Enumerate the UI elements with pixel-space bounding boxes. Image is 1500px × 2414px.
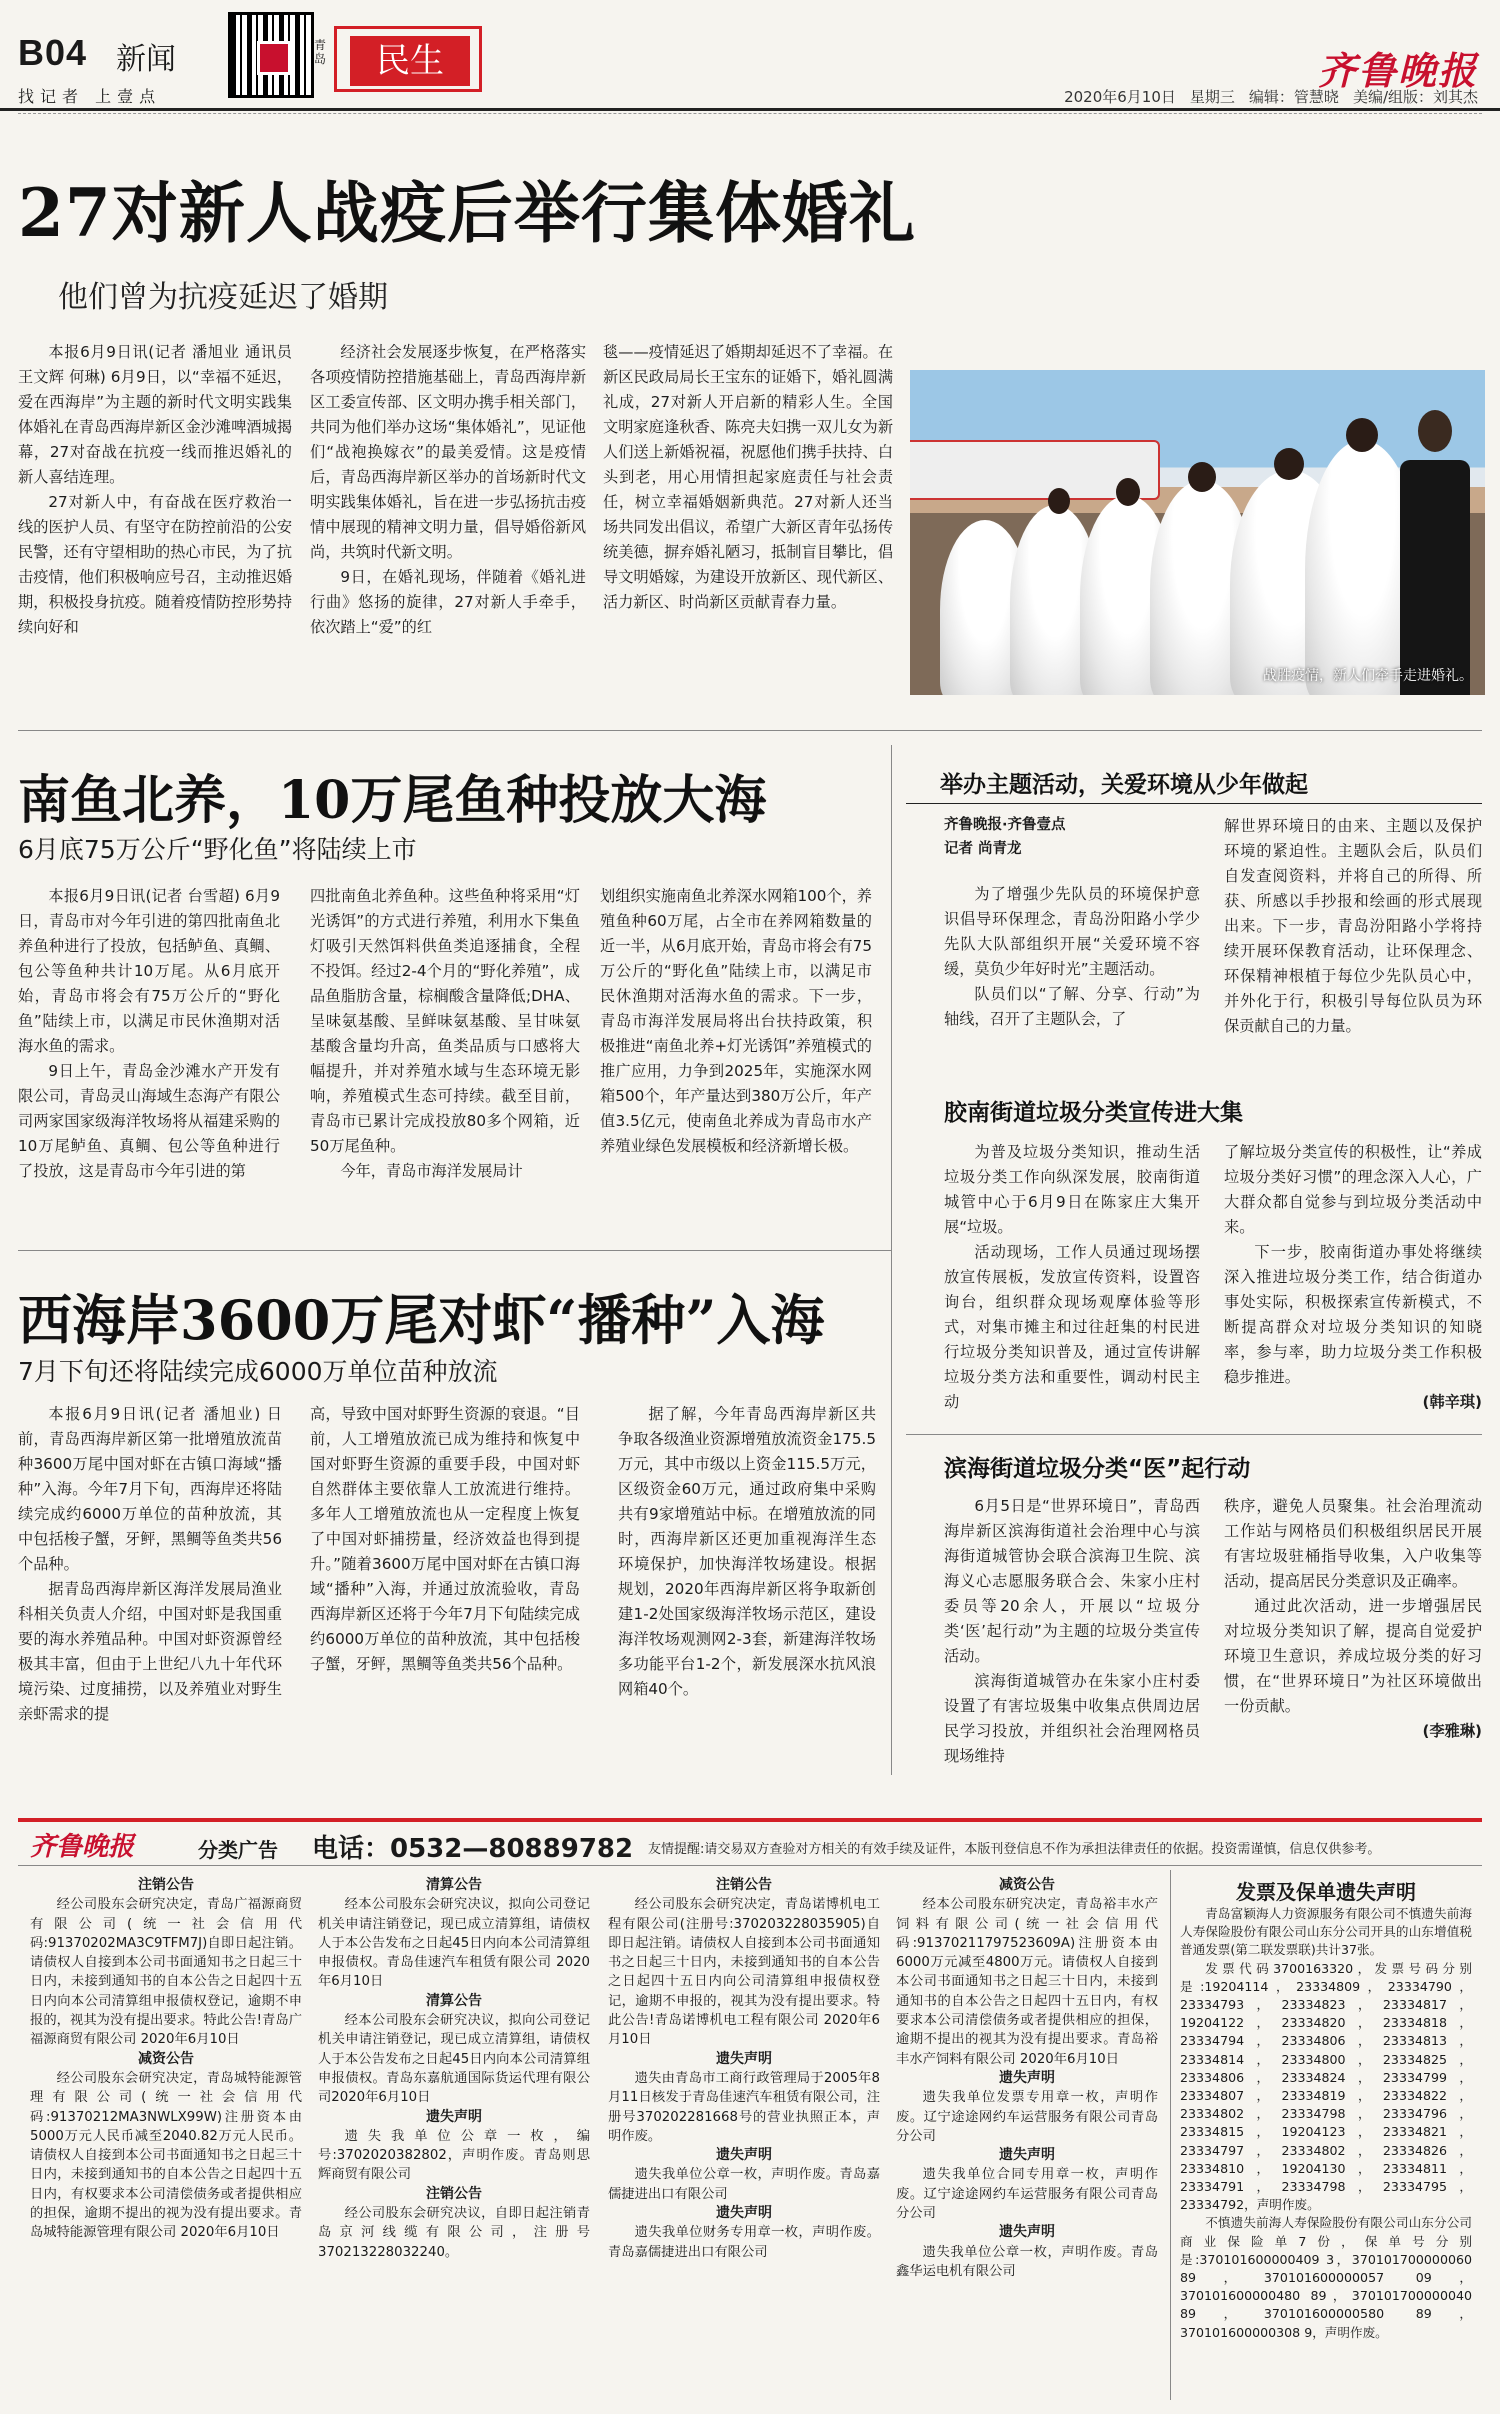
ad-col2: 清算公告 经本公司股东会研究决议，拟向公司登记机关申请注销登记，现已成立清算组，请债权人于本公告发布之日起45日内向本公司清算组申报债权。青岛佳速汽车租赁有限公司 2020年6月10日 清算公告 经本公司股东会研究决议，拟向公司登记机关申请注销登记，现已成立清算组，请债权人于本公告发布之日起45日内向本公司清算组申报债权。青岛东嘉航通国际货运代理有限公司2020年6月10日 遗失声明 遗失我单位公章一枚，编号:3702020382802，声明作废。青岛则思辉商贸有限公司 注销公告 经公司股东会研究决议，自即日起注销青岛京河线缆有限公司，注册号370213228032240。 [318, 1877, 590, 2260]
headline-jiaonan: 胶南街道垃圾分类宣传进大集 [944, 1100, 1243, 1126]
side3-col2: 秩序，避免人员聚集。社会治理流动工作站与网格员们积极组织居民开展有害垃圾驻桶指导收集，入户收集等活动，提高居民分类意识及正确率。 通过此次活动，进一步增强居民对垃圾分类知识了解，提高自觉爱护环境卫生意识，养成垃圾分类的好习惯，在“世界环境日”为社区环境做出一份贡献。 (李雅琳) [1224, 1494, 1482, 1744]
byline-2: 记者 尚青龙 [944, 841, 1022, 857]
subhead-shrimp: 7月下旬还将陆续完成6000万单位苗种放流 [18, 1357, 498, 1386]
ad-col3: 注销公告 经公司股东会研究决定，青岛诺博机电工程有限公司(注册号:370203228035905)自即日起注销。请债权人自接到本公司书面通知书之日起三十日内，未接到通知书的自本公告之日起四十五日内向公司清算组申报债权登记，逾期不申报的，视其为没有提出要求。特此公告!青岛诺博机电工程有限公司 2020年6月10日 遗失声明 遗失由青岛市工商行政管理局于2005年8月11日核发于青岛佳速汽车租赁有限公司，注册号370202281668号的营业执照正本，声明作废。 遗失声明 遗失我单位公章一枚，声明作废。青岛嘉儒捷进出口有限公司 遗失声明 遗失我单位财务专用章一枚，声明作废。青岛嘉儒捷进出口有限公司 [608, 1877, 880, 2260]
side1-col1: 为了增强少先队员的环境保护意识倡导环保理念，青岛汾阳路小学少先队大队部组织开展“关爱环境不容缓，莫负少年好时光”主题活动。 队员们以“了解、分享、行动”为轴线，召开了主题队会，了 [944, 885, 1200, 1028]
issue-date: 2020年6月10日 [1064, 88, 1176, 106]
ad-col1: 注销公告 经公司股东会研究决定，青岛广福源商贸有限公司(统一社会信用代码:91370202MA3C9TFM7J)自即日起注销。请债权人自接到本公司书面通知书之日起三十日内，未接到通知书的自本公告之日起四十五日内向本公司清算组申报债权登记，逾期不申报的，视其为没有提出要求。特此公告!青岛广福源商贸有限公司 2020年6月10日 减资公告 经公司股东会研究决定，青岛城特能源管理有限公司(统一社会信用代码:91370212MA3NWLX99W)注册资本由5000万元人民币减至2040.82万元人民币。请债权人自接到本公司书面通知书之日起三十日内，未接到通知书的自本公告之日起四十五日内，有权要求本公司清偿债务或者提供相应的担保，逾期不提出的视为没有提出要求。青岛城特能源管理有限公司 2020年6月10日 [30, 1877, 302, 2241]
story3-col3: 据了解，今年青岛西海岸新区共争取各级渔业资源增殖放流资金175.5万元，其中市级以上资金115.5万元，区级资金60万元，通过政府集中采购共有9家增殖站中标。在增殖放流的同时，西海岸新区还更加重视海洋生态环境保护，加快海洋牧场建设。根据规划，2020年西海岸新区将争取新创建1-2处国家级海洋牧场示范区，建设海洋牧场观测网2-3套，新建海洋牧场多功能平台1-2个，新发展深水抗风浪网箱40个。 [618, 1405, 876, 1698]
headline-shrimp: 西海岸3600万尾对虾“播种”入海 [18, 1288, 825, 1352]
headline-binhai: 滨海街道垃圾分类“医”起行动 [944, 1456, 1251, 1482]
story3-col2: 高，导致中国对虾野生资源的衰退。“目前，人工增殖放流已成为维持和恢复中国对虾野生资源的重要手段，中国对虾自然群体主要依靠人工放流进行维持。多年人工增殖放流也从一定程度上恢复了中国对虾捕捞量，经济效益也得到提升。”随着3600万尾中国对虾在古镇口海域“播种”入海，并通过放流验收，青岛西海岸新区还将于今年7月下旬陆续完成约6000万单位的苗种放流，其中包括梭子蟹，牙鲆，黑鲷等鱼类共56个品种。 [310, 1405, 580, 1673]
side2-col2: 了解垃圾分类宣传的积极性，让“养成垃圾分类好习惯”的理念深入人心，广大群众都自觉参与到垃圾分类活动中来。 下一步，胶南街道办事处将继续深入推进垃圾分类工作，结合街道办事处实际，积极探索宣传新模式，不断提高群众对垃圾分类知识的知晓率，参与率，助力垃圾分类工作积极稳步推进。 (韩辛琪) [1224, 1140, 1482, 1415]
headline-env-activity: 举办主题活动，关爱环境从少年做起 [940, 772, 1308, 798]
designer: 美编/组版：刘其杰 [1352, 88, 1478, 106]
newspaper-logo: 齐鲁晚报 [1317, 48, 1478, 93]
subhead-wedding: 他们曾为抗疫延迟了婚期 [58, 280, 388, 315]
story1-col2: 经济社会发展逐步恢复，在严格落实各项疫情防控措施基础上，青岛西海岸新区工委宣传部、区文明办携手相关部门，共同为他们举办这场“集体婚礼”，见证他们“战袍换嫁衣”的最美爱情。这是疫情后，青岛西海岸新区举办的首场新时代文明实践集体婚礼，旨在进一步弘扬抗击疫情中展现的精神文明力量，倡导婚俗新风尚，共筑时代新文明。 9日，在婚礼现场，伴随着《婚礼进行曲》悠扬的旋律，27对新人手牵手，依次踏上“爱”的红 [310, 343, 586, 636]
classified-label: 分类广告 [198, 1838, 278, 1862]
qr-code-icon[interactable] [228, 12, 314, 98]
header-dash-rule [18, 113, 1482, 114]
slogan: 找记者 上壹点 [18, 87, 162, 106]
story1-col3: 毯——疫情延迟了婚期却延迟不了幸福。在新区民政局局长王宝东的证婚下，婚礼圆满礼成，27对新人开启新的精彩人生。全国文明家庭逢秋香、陈亮夫妇携一双儿女为新人们送上新婚祝福，祝愿他们携手扶持、白头到老，用心用情担起家庭责任与社会责任，树立幸福婚姻新典范。27对新人还当场共同发出倡议，希望广大新区青年弘扬传统美德，摒弃婚礼陋习，抵制盲目攀比，倡导文明婚嫁，为建设开放新区、现代新区、活力新区、时尚新区贡献青春力量。 [603, 343, 893, 611]
story3-col1: 本报6月9日讯(记者 潘旭业) 日前，青岛西海岸新区第一批增殖放流苗种3600万尾中国对虾在古镇口海域“播种”入海。今年7月下旬，西海岸还将陆续完成约6000万单位的苗种放流，其中包括梭子蟹，牙鲆，黑鲷等鱼类共56个品种。 据青岛西海岸新区海洋发展局渔业科相关负责人介绍，中国对虾是我国重要的海水养殖品种。中国对虾资源曾经极其丰富，但由于上世纪八九十年代环境污染、过度捕捞，以及养殖业对野生亲虾需求的提 [18, 1405, 282, 1723]
ad-col4: 减资公告 经本公司股东研究决定，青岛裕丰水产饲料有限公司(统一社会信用代码:91370211797523609A)注册资本由6000万元减至4800万元。请债权人自接到本公司书面通知书之日起三十日内，未接到通知书的自本公告之日起四十五日内，有权要求本公司清偿债务或者提供相应的担保，逾期不提出的视其为没有提出要求。青岛裕丰水产饲料有限公司 2020年6月10日 遗失声明 遗失我单位发票专用章一枚，声明作废。辽宁途途网约车运营服务有限公司青岛分公司 遗失声明 遗失我单位合同专用章一枚，声明作废。辽宁途途网约车运营服务有限公司青岛分公司 遗失声明 遗失我单位公章一枚，声明作废。青岛鑫华运电机有限公司 [896, 1877, 1158, 2279]
side3-col1: 6月5日是“世界环境日”，青岛西海岸新区滨海街道社会治理中心与滨海街道城管协会联合滨海卫生院、滨海义心志愿服务联合会、朱家小庄村委员等20余人，开展以“垃圾分类‘医’起行动”为主题的垃圾分类宣传活动。 滨海街道城管办在朱家小庄村委设置了有害垃圾集中收集点供周边居民学习投放，并组织社会治理网格员现场维持 [944, 1497, 1200, 1765]
side2-col1: 为普及垃圾分类知识，推动生活垃圾分类工作向纵深发展，胶南街道城管中心于6月9日在陈家庄大集开展“垃圾。 活动现场，工作人员通过现场摆放宣传展板，发放宣传资料，设置咨询台，组织群众现场观摩体验等形式，对集市摊主和过往赶集的村民进行垃圾分类知识普及，通过宣传讲解垃圾分类方法和重要性，调动村民主动 [944, 1143, 1200, 1411]
author-sign: (李雅琳) [1422, 1722, 1482, 1740]
issue-weekday: 星期三 [1189, 88, 1235, 106]
qr-tag: 青岛 [314, 38, 327, 66]
editor: 编辑：管慧晓 [1248, 88, 1339, 106]
column-label: 民生 [350, 36, 470, 86]
story1-col1: 本报6月9日讯(记者 潘旭业 通讯员 王文辉 何琳) 6月9日，以“幸福不延迟，爱在西海岸”为主题的新时代文明实践集体婚礼在青岛西海岸新区金沙滩啤酒城揭幕，27对奋战在抗疫一线而推迟婚礼的新人喜结连理。 27对新人中，有奋战在医疗救治一线的医护人员、有坚守在防控前沿的公安民警，还有守望相助的热心市民，为了抗击疫情，他们积极响应号召，主动推迟婚期，积极投身抗疫。随着疫情防控形势持续向好和 [18, 343, 292, 636]
story2-col3: 划组织实施南鱼北养深水网箱100个，养殖鱼种60万尾，占全市在养网箱数量的近一半，从6月底开始，青岛市将会有75万公斤的“野化鱼”陆续上市，以满足市民休渔期对活海水鱼的需求。下一步，青岛市海洋发展局将出台扶持政策，积极推进“南鱼北养+灯光诱饵”养殖模式的推广应用，力争到2025年，实施深水网箱500个，年产量达到380万公斤，年产值3.5亿元，使南鱼北养成为青岛市水产养殖业绿色发展模板和经济新增长极。 [600, 887, 872, 1155]
classified-note: 友情提醒:请交易双方查验对方相关的有效手续及证件，本版刊登信息不作为承担法律责任的依据。投资需谨慎，信息仅供参考。 [648, 1842, 1381, 1857]
wedding-photo[interactable] [910, 370, 1485, 695]
issue-meta [1050, 86, 1478, 107]
headline-wedding: 27对新人战疫后举行集体婚礼 [18, 174, 916, 252]
classified-phone[interactable]: 电话：0532—80889782 [312, 1834, 634, 1864]
ad-col5: 发票及保单遗失声明 青岛富颖海人力资源服务有限公司不慎遗失前海人寿保险股份有限公司山东分公司开具的山东增值税普通发票(第二联发票联)共计37张。 发票代码3700163320，发票号码分别是:19204114，23334809，23334790，23334793，23334823，23334817，19204122，23334820，23334818，23334794，23334806，23334813，23334814，23334800，23334825，23334806，23334824，23334799，23334807，23334819，23334822，23334802，23334798，23334796，23334815，19204123，23334821，23334797，23334802，23334826，23334810，19204130，23334811，23334791，23334798，23334795，23334792，声明作废。 不慎遗失前海人寿保险股份有限公司山东分公司商业保险单7份，保单号分别是:370101600000409 3，370101700000060 89，370101600000057 09，370101600000480 89，370101700000040 89，370101600000580 89，370101600000308 9，声明作废。 [1180, 1880, 1472, 2340]
author-sign: (韩辛琪) [1422, 1393, 1482, 1411]
photo-caption: 战胜疫情，新人们牵手走进婚礼。 [1263, 668, 1473, 684]
side1-col2: 解世界环境日的由来、主题以及保护环境的紧迫性。主题队会后，队员们自发查阅资料，并将自己的所得、所获、所感以手抄报和绘画的形式展现出来。下一步，青岛汾阳路小学将持续开展环保教育活动，让环保理念、环保精神根植于每位少先队员心中，并外化于行，积极引导每位队员为环保贡献自己的力量。 [1224, 817, 1482, 1035]
headline-fish: 南鱼北养，10万尾鱼种投放大海 [18, 770, 767, 831]
section-name: 新闻 [116, 42, 176, 77]
story2-col2: 四批南鱼北养鱼种。这些鱼种将采用“灯光诱饵”的方式进行养殖，利用水下集鱼灯吸引天然饵料供鱼类追逐捕食，全程不投饵。经过2-4个月的“野化养殖”，成品鱼脂肪含量，棕榈酸含量降低;DHA、呈味氨基酸、呈鲜味氨基酸、呈甘味氨基酸含量均升高，鱼类品质与口感将大幅提升，并对养殖水域与生态环境无影响，养殖模式生态可持续。截至目前，青岛市已累计完成投放80多个网箱，近50万尾鱼种。 今年，青岛市海洋发展局计 [310, 887, 580, 1180]
classified-logo: 齐鲁晚报 [30, 1832, 135, 1862]
story2-col1: 本报6月9日讯(记者 台雪超) 6月9日，青岛市对今年引进的第四批南鱼北养鱼种进行了投放，包括鲈鱼、真鲷、包公等鱼种共计10万尾。从6月底开始，青岛市将会有75万公斤的“野化鱼”陆续上市，以满足市民休渔期对活海水鱼的需求。 9日上午，青岛金沙滩水产开发有限公司，青岛灵山海域生态海产有限公司两家国家级海洋牧场将从福建采购的10万尾鲈鱼、真鲷、包公等鱼种进行了投放，这是青岛市今年引进的第 [18, 887, 280, 1180]
subhead-fish: 6月底75万公斤“野化鱼”将陆续上市 [18, 835, 417, 864]
column-rule [891, 745, 892, 1775]
byline-1: 齐鲁晚报·齐鲁壹点 [944, 817, 1066, 833]
page-number: B04 [18, 32, 88, 73]
rule [18, 730, 1482, 731]
header-rule [0, 108, 1500, 111]
